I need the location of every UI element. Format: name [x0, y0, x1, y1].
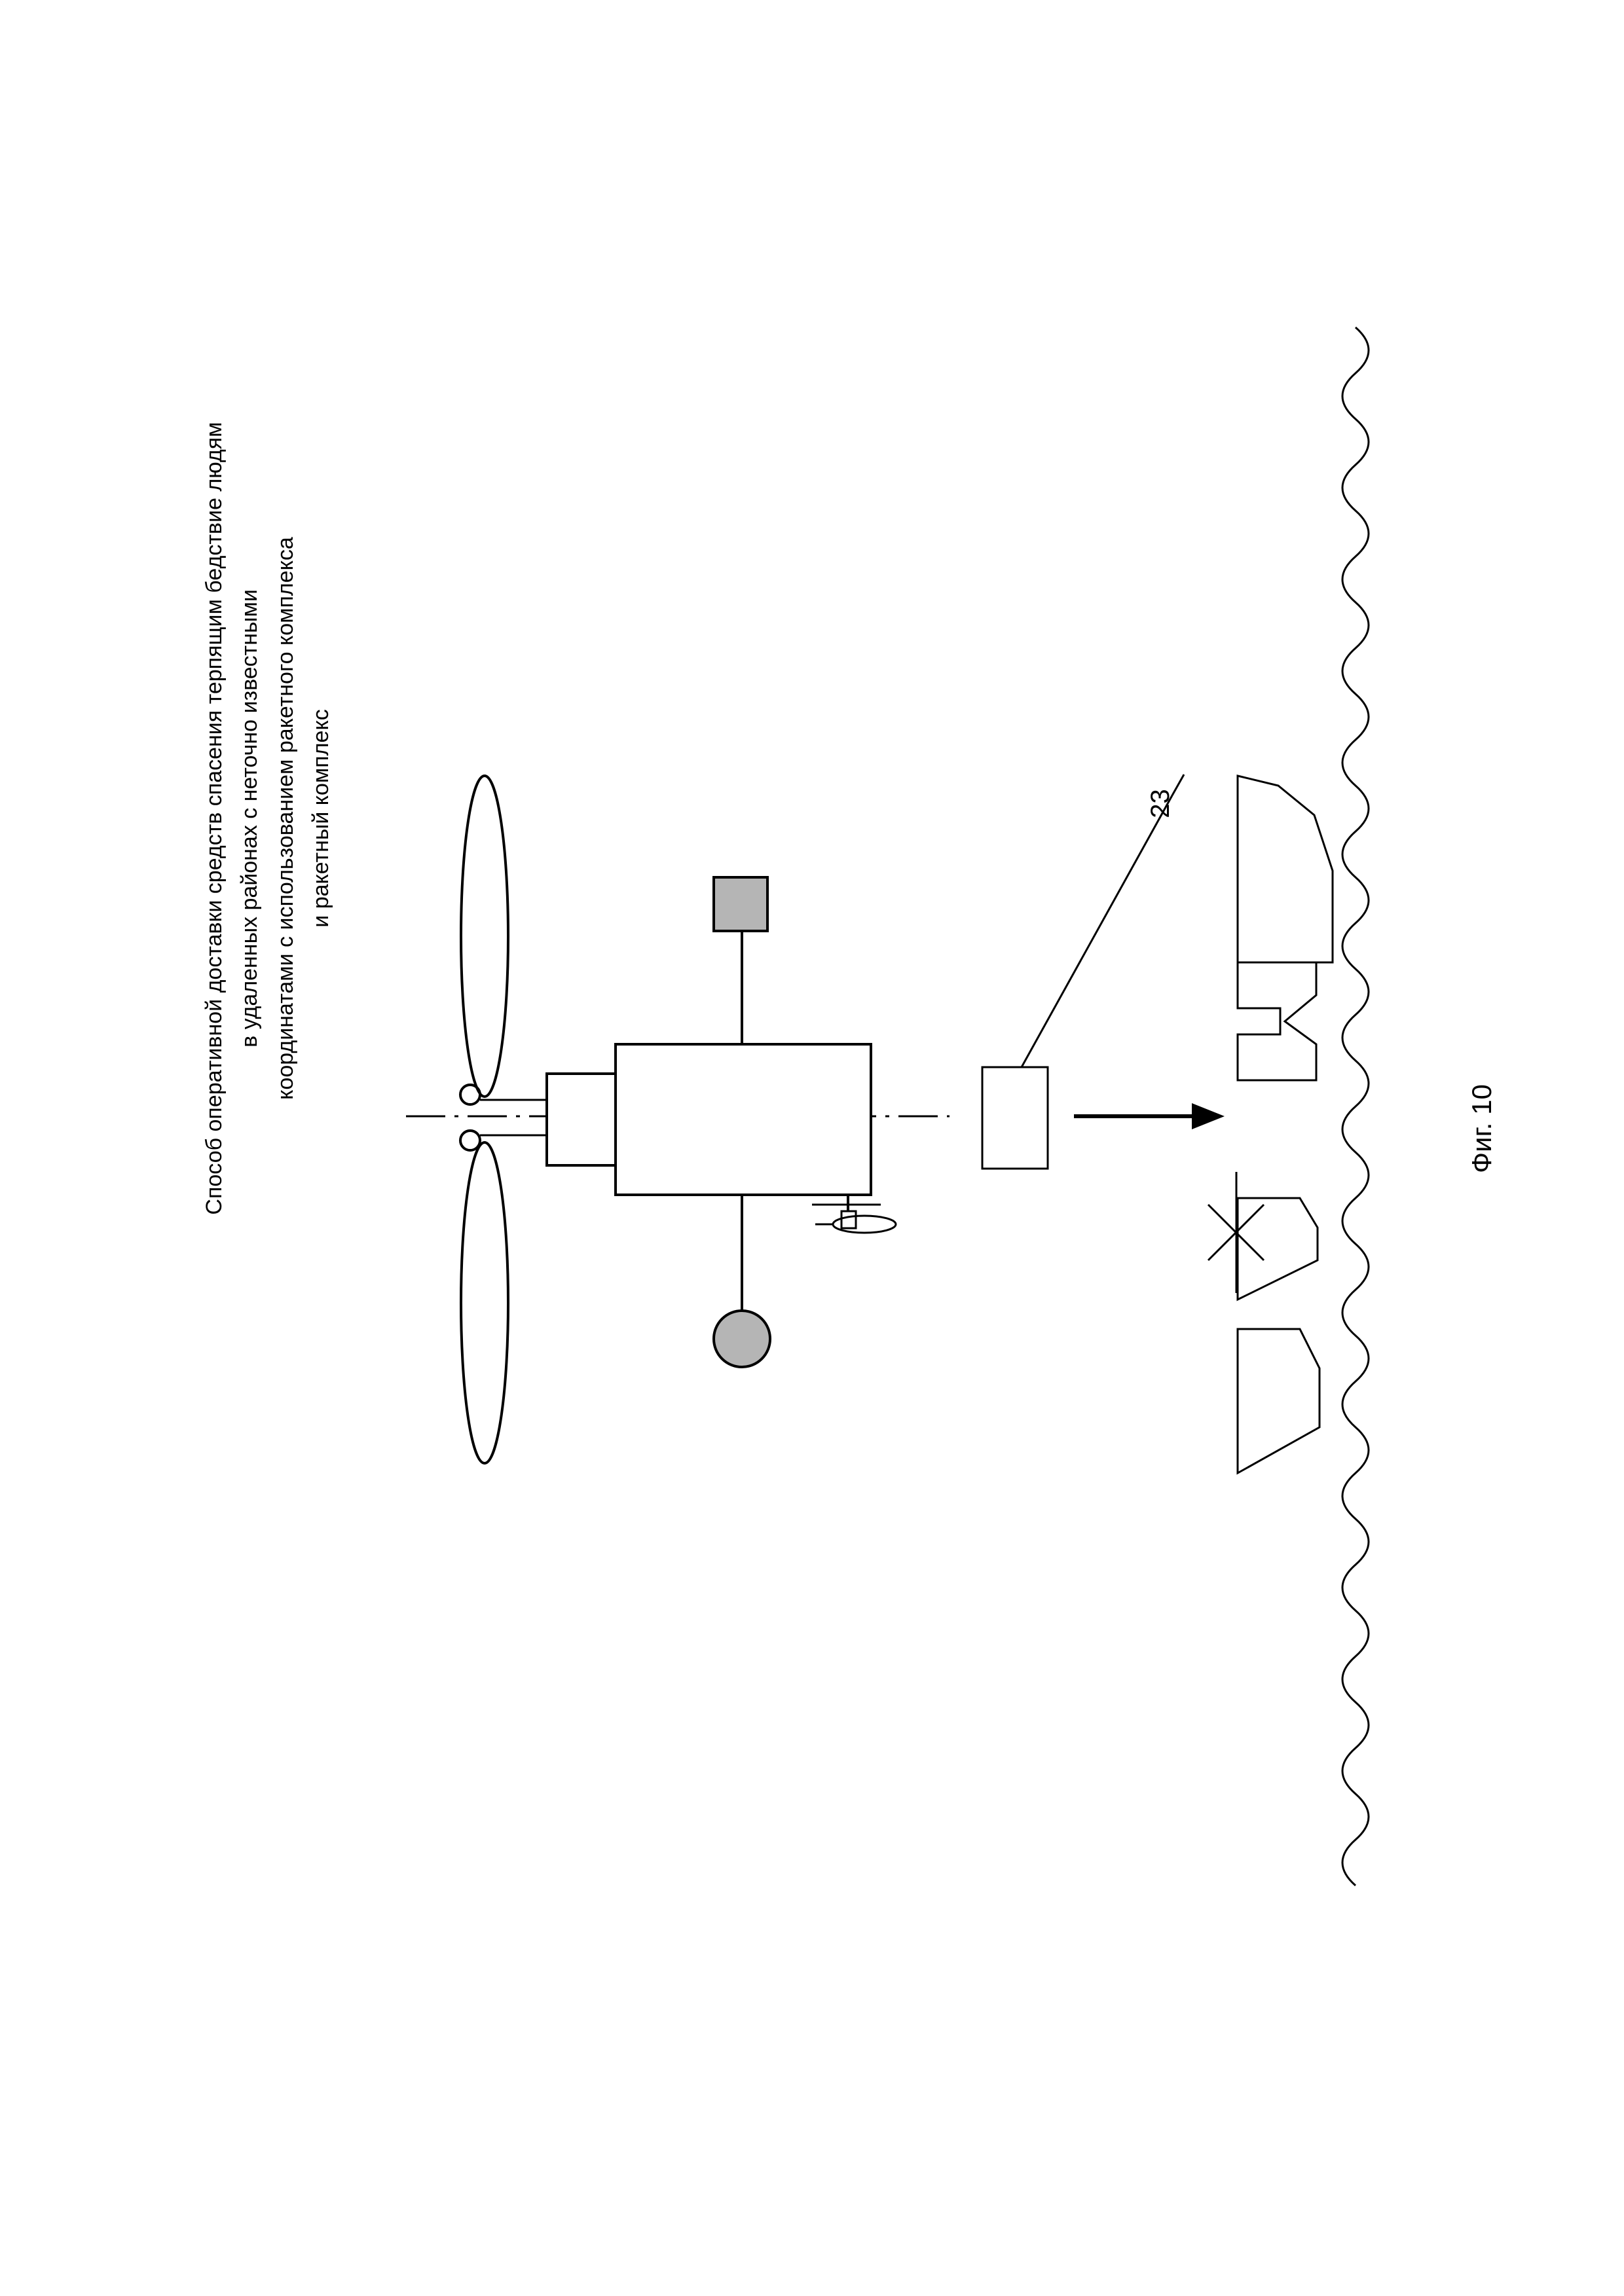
aircraft-assembly [406, 776, 950, 1463]
upper-antenna-tip [714, 877, 767, 931]
title-line-4: и ракетный комплекс [308, 709, 334, 928]
motion-arrow [1074, 1103, 1225, 1129]
reference-label-23: 23 [1145, 789, 1175, 818]
title-line-2: в удаленных районах с неточно известными [237, 589, 263, 1048]
propeller-blades [461, 776, 508, 1097]
ship-lower [1208, 1172, 1320, 1473]
leader-line [1022, 795, 1172, 1067]
fuselage-body [616, 1044, 871, 1195]
propeller-hub [460, 1085, 480, 1104]
lower-sensor-sphere [714, 1311, 770, 1367]
propeller-blades [461, 1142, 508, 1463]
tail-rotor [812, 1195, 896, 1233]
dropped-container [982, 1067, 1048, 1169]
figure-caption: Фиг. 10 [1466, 1084, 1497, 1173]
title-line-1: Способ оперативной доставки средств спасения терпящим бедствие людям [202, 422, 227, 1215]
ship-upper [1238, 776, 1333, 1080]
sea-surface [1342, 327, 1369, 1886]
propeller-hub [460, 1131, 480, 1150]
engine-nose [547, 1074, 616, 1165]
title-line-3: координатами с использованием ракетного комплекса [272, 537, 298, 1100]
